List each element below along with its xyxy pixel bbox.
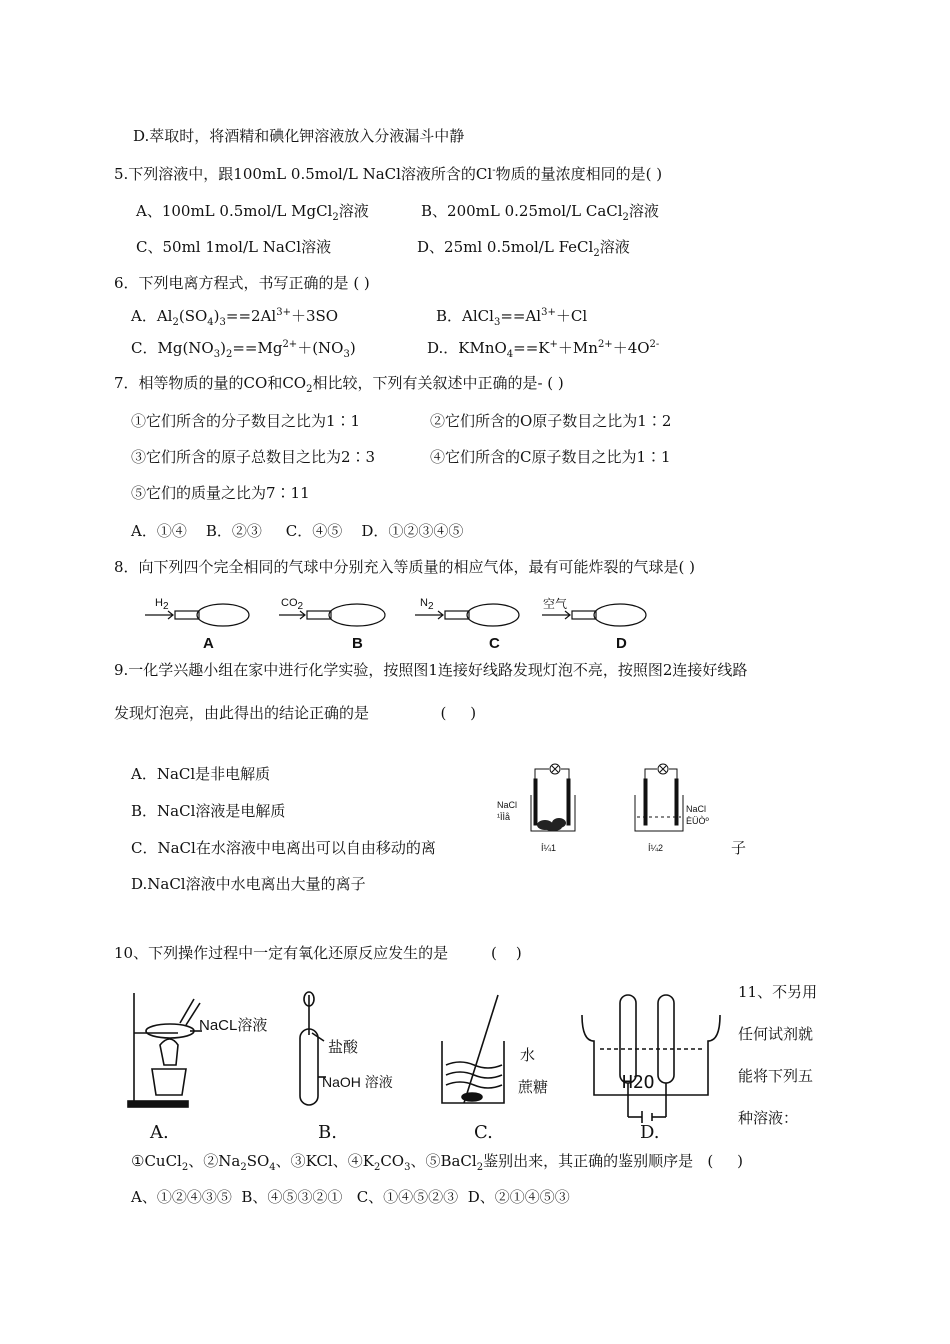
q9-option-b: B．NaCl溶液是电解质 — [131, 802, 286, 820]
q7-statement-2: ②它们所含的O原子数目之比为1∶2 — [430, 412, 672, 430]
q7-statement-4: ④它们所含的C原子数目之比为1∶1 — [430, 448, 671, 466]
q11-options: A、①②④③⑤ B、④⑤③②① C、①④⑤②③ D、②①④⑤③ — [131, 1188, 570, 1206]
q6-option-d: D.．$KMnO_4==K^++Mn^{2+}+4O^{2-}$ — [427, 339, 660, 360]
balloon-label-a: A — [203, 635, 214, 652]
label-hydrochloric-acid: 盐酸 — [328, 1039, 359, 1056]
q8-stem: 8．向下列四个完全相同的气球中分别充入等质量的相应气体，最有可能炸裂的气球是( ) — [114, 558, 696, 576]
q6-option-c: C．$Mg(NO_3)_2==Mg^{2+}+(NO_3)$ — [131, 339, 356, 360]
apparatus-diagram — [120, 985, 720, 1125]
label-h2o: H2O — [622, 1072, 655, 1093]
label-sucrose: 蔗糖 — [518, 1078, 549, 1096]
q5-stem: 5.下列溶液中，跟100mL 0.5mol/L NaCl溶液所含的Cl-物质的量浓度相同的是( ) — [114, 165, 663, 183]
q6-stem: 6．下列电离方程式，书写正确的是 ( ) — [114, 274, 370, 292]
gas-label-h2: $H_2$ — [155, 597, 169, 613]
caption-c: C. — [474, 1122, 493, 1143]
label-naoh-solution: NaOH 溶液 — [322, 1074, 393, 1090]
q9-stem-line1: 9.一化学兴趣小组在家中进行化学实验，按照图1连接好线路发现灯泡不亮，按照图2连接好线路 — [114, 661, 748, 679]
q9-stem-line2: 发现灯泡亮，由此得出的结论正确的是 ( ) — [114, 704, 477, 722]
q10-stem: 10、下列操作过程中一定有氧化还原反应发生的是 ( ) — [114, 944, 522, 962]
gas-label-co2: $CO_2$ — [281, 597, 304, 613]
q7-options: A．①④ B．②③ C．④⑤ D．①②③④⑤ — [131, 522, 464, 540]
q5-option-c: C、50ml 1mol/L NaCl溶液 — [136, 238, 332, 256]
q5-option-d: D、25ml 0.5mol/L FeCl$_2$溶液 — [417, 238, 630, 259]
q7-statement-3: ③它们所含的原子总数目之比为2∶3 — [131, 448, 376, 466]
fig2-label-solution: ÈÜÒº — [686, 816, 709, 826]
balloons-diagram — [145, 593, 665, 653]
gas-label-air: 空气 — [543, 597, 568, 611]
q7-statement-1: ①它们所含的分子数目之比为1∶1 — [131, 412, 361, 430]
gas-label-n2: $N_2$ — [420, 597, 434, 613]
q4-option-d: D.萃取时，将酒精和碘化钾溶液放入分液漏斗中静 — [133, 127, 465, 145]
caption-d: D. — [640, 1122, 660, 1143]
label-water: 水 — [520, 1046, 536, 1064]
q7-statement-5: ⑤它们的质量之比为7∶11 — [131, 484, 310, 502]
fig2-label-nacl: NaCl — [686, 804, 707, 814]
q11-stem-part3: 能将下列五 — [738, 1067, 814, 1085]
q5-option-b: B、200mL 0.25mol/L CaCl$_2$溶液 — [421, 202, 659, 223]
label-nacl-solution: NaCL溶液 — [199, 1017, 268, 1034]
q6-option-a: A．$Al_2(SO_4)_3==2Al^{3+}+3SO$ — [131, 307, 339, 328]
q7-stem: 7．相等物质的量的CO和$CO_2$相比较，下列有关叙述中正确的是- ( ) — [114, 374, 564, 395]
q5-option-a: A、100mL 0.5mol/L MgCl$_2$溶液 — [136, 202, 369, 223]
fig2-caption: Í¼2 — [648, 843, 664, 853]
q9-option-a: A．NaCl是非电解质 — [131, 765, 271, 783]
balloon-label-b: B — [352, 635, 363, 652]
caption-a: A. — [150, 1122, 169, 1143]
q9-option-c: C．NaCl在水溶液中电离出可以自由移动的离 — [131, 839, 436, 857]
fig1-caption: Í¼1 — [541, 843, 557, 853]
q9-option-d: D.NaCl溶液中水电离出大量的离子 — [131, 875, 366, 893]
q9-option-c-tail: 子 — [731, 839, 747, 857]
q6-option-b: B．$AlCl_3==Al^{3+}+Cl$ — [436, 307, 588, 328]
fig1-label-solid: ¹ÌÌå — [497, 812, 511, 822]
balloon-label-c: C — [489, 635, 500, 652]
q11-solutions-line: ①CuCl$_2$、$②Na_2SO_4$、③KCl、$④K_2CO_3$、⑤BaCl$_2$鉴别出来，其正确的鉴别顺序是 ( ) — [131, 1152, 743, 1173]
fig1-label-nacl: NaCl — [497, 800, 518, 810]
balloon-label-d: D — [616, 635, 627, 652]
q11-stem-part1: 11、不另用 — [738, 983, 818, 1001]
q11-stem-part4: 种溶液： — [738, 1109, 799, 1127]
caption-b: B. — [318, 1122, 337, 1143]
q11-stem-part2: 任何试剂就 — [738, 1025, 814, 1043]
